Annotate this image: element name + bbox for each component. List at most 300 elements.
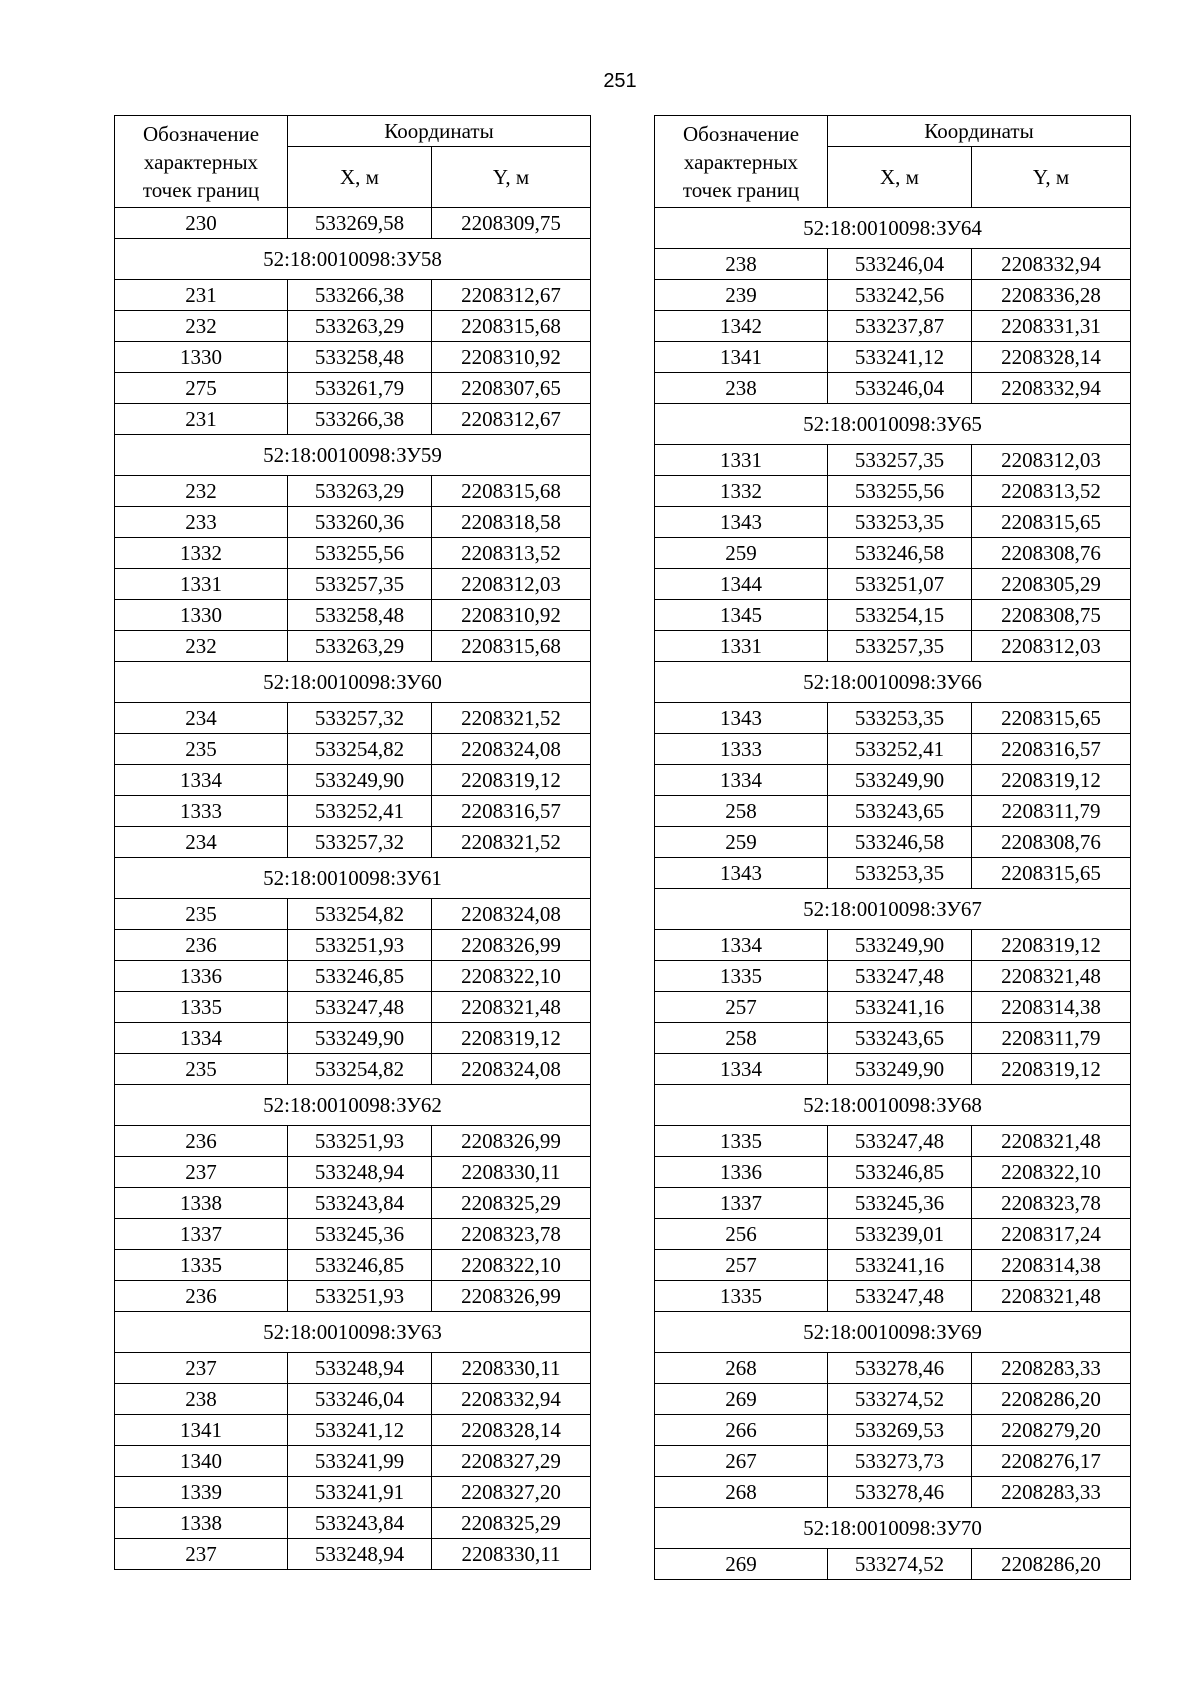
y-coordinate-cell: 2208286,20 <box>972 1384 1131 1415</box>
y-coordinate-cell: 2208312,03 <box>432 569 591 600</box>
y-coordinate-cell: 2208307,65 <box>432 373 591 404</box>
y-coordinate-cell: 2208321,48 <box>432 992 591 1023</box>
y-coordinate-cell: 2208331,31 <box>972 311 1131 342</box>
table-header <box>655 116 1131 208</box>
table-row <box>655 507 1131 538</box>
coordinates-header: Координаты <box>288 116 591 147</box>
table-row <box>655 373 1131 404</box>
y-coordinate-cell: 2208315,65 <box>972 507 1131 538</box>
x-coordinate-cell: 533257,35 <box>828 445 972 476</box>
table-row <box>655 631 1131 662</box>
x-coordinate-cell: 533263,29 <box>288 631 432 662</box>
table-row <box>115 1157 591 1188</box>
x-coordinate-cell: 533274,52 <box>828 1549 972 1580</box>
y-coordinate-cell: 2208319,12 <box>972 765 1131 796</box>
table-row <box>655 1281 1131 1312</box>
table-row <box>655 1219 1131 1250</box>
table-body <box>115 208 591 1570</box>
table-row <box>655 1126 1131 1157</box>
y-coordinate-cell: 2208314,38 <box>972 992 1131 1023</box>
y-coordinate-cell: 2208321,52 <box>432 703 591 734</box>
table-row <box>655 600 1131 631</box>
table-row <box>115 1281 591 1312</box>
x-coordinate-cell: 533246,04 <box>288 1384 432 1415</box>
x-coordinate-cell: 533242,56 <box>828 280 972 311</box>
y-coordinate-cell: 2208310,92 <box>432 600 591 631</box>
plot-heading-row <box>655 1312 1131 1353</box>
x-coordinate-cell: 533263,29 <box>288 311 432 342</box>
y-coordinate-cell: 2208330,11 <box>432 1157 591 1188</box>
y-coordinate-cell: 2208325,29 <box>432 1188 591 1219</box>
y-coordinate-cell: 2208322,10 <box>432 1250 591 1281</box>
x-coordinate-cell: 533278,46 <box>828 1477 972 1508</box>
x-coordinate-cell: 533248,94 <box>288 1353 432 1384</box>
x-coordinate-cell: 533257,35 <box>288 569 432 600</box>
point-id-cell: 258 <box>655 1023 828 1054</box>
point-id-cell: 1334 <box>655 765 828 796</box>
y-coordinate-cell: 2208314,38 <box>972 1250 1131 1281</box>
y-coordinate-cell: 2208318,58 <box>432 507 591 538</box>
y-coordinate-cell: 2208326,99 <box>432 930 591 961</box>
y-coordinate-cell: 2208336,28 <box>972 280 1131 311</box>
x-coordinate-cell: 533261,79 <box>288 373 432 404</box>
x-coordinate-cell: 533257,35 <box>828 631 972 662</box>
y-header: Y, м <box>972 147 1131 208</box>
x-coordinate-cell: 533245,36 <box>828 1188 972 1219</box>
plot-heading-row <box>655 1085 1131 1126</box>
point-id-cell: 232 <box>115 311 288 342</box>
y-coordinate-cell: 2208327,29 <box>432 1446 591 1477</box>
point-id-cell: 269 <box>655 1549 828 1580</box>
table-row <box>115 280 591 311</box>
x-coordinate-cell: 533246,04 <box>828 249 972 280</box>
table-row <box>655 930 1131 961</box>
plot-heading-row <box>115 239 591 280</box>
cadastral-number: 52:18:0010098:ЗУ68 <box>655 1085 1131 1126</box>
table-row <box>115 631 591 662</box>
x-coordinate-cell: 533253,35 <box>828 858 972 889</box>
point-id-cell: 1331 <box>655 445 828 476</box>
point-id-cell: 259 <box>655 827 828 858</box>
table-row <box>115 1023 591 1054</box>
cadastral-number: 52:18:0010098:ЗУ67 <box>655 889 1131 930</box>
table-row <box>115 1384 591 1415</box>
y-coordinate-cell: 2208315,68 <box>432 631 591 662</box>
y-coordinate-cell: 2208279,20 <box>972 1415 1131 1446</box>
table-row <box>655 445 1131 476</box>
point-id-cell: 1333 <box>115 796 288 827</box>
y-coordinate-cell: 2208330,11 <box>432 1353 591 1384</box>
y-coordinate-cell: 2208321,48 <box>972 1281 1131 1312</box>
table-row <box>115 1415 591 1446</box>
y-coordinate-cell: 2208325,29 <box>432 1508 591 1539</box>
y-coordinate-cell: 2208323,78 <box>432 1219 591 1250</box>
point-id-cell: 1339 <box>115 1477 288 1508</box>
table-row <box>655 796 1131 827</box>
cadastral-number: 52:18:0010098:ЗУ58 <box>115 239 591 280</box>
y-coordinate-cell: 2208324,08 <box>432 1054 591 1085</box>
point-id-cell: 237 <box>115 1539 288 1570</box>
x-coordinate-cell: 533274,52 <box>828 1384 972 1415</box>
table-row <box>115 342 591 373</box>
x-coordinate-cell: 533258,48 <box>288 342 432 373</box>
point-id-cell: 1341 <box>115 1415 288 1446</box>
point-id-cell: 258 <box>655 796 828 827</box>
x-coordinate-cell: 533249,90 <box>828 765 972 796</box>
point-id-cell: 1340 <box>115 1446 288 1477</box>
x-coordinate-cell: 533246,58 <box>828 538 972 569</box>
table-row <box>115 1188 591 1219</box>
table-row <box>655 1250 1131 1281</box>
x-coordinate-cell: 533241,12 <box>288 1415 432 1446</box>
y-coordinate-cell: 2208330,11 <box>432 1539 591 1570</box>
x-header: X, м <box>288 147 432 208</box>
y-coordinate-cell: 2208311,79 <box>972 1023 1131 1054</box>
point-id-cell: 1345 <box>655 600 828 631</box>
x-coordinate-cell: 533255,56 <box>288 538 432 569</box>
y-coordinate-cell: 2208308,76 <box>972 827 1131 858</box>
point-id-cell: 230 <box>115 208 288 239</box>
point-id-cell: 1331 <box>655 631 828 662</box>
y-coordinate-cell: 2208310,92 <box>432 342 591 373</box>
point-id-cell: 238 <box>115 1384 288 1415</box>
table-row <box>115 1477 591 1508</box>
cadastral-number: 52:18:0010098:ЗУ70 <box>655 1508 1131 1549</box>
x-coordinate-cell: 533247,48 <box>828 1126 972 1157</box>
x-coordinate-cell: 533241,99 <box>288 1446 432 1477</box>
x-coordinate-cell: 533258,48 <box>288 600 432 631</box>
table-row <box>115 703 591 734</box>
point-id-cell: 1335 <box>655 961 828 992</box>
table-row <box>655 249 1131 280</box>
table-row <box>115 373 591 404</box>
plot-heading-row <box>655 208 1131 249</box>
cadastral-number: 52:18:0010098:ЗУ62 <box>115 1085 591 1126</box>
table-row <box>115 930 591 961</box>
point-id-cell: 1334 <box>655 930 828 961</box>
plot-heading-row <box>655 1508 1131 1549</box>
x-coordinate-cell: 533245,36 <box>288 1219 432 1250</box>
x-coordinate-cell: 533252,41 <box>828 734 972 765</box>
table-row <box>115 311 591 342</box>
designation-header <box>655 116 828 208</box>
y-coordinate-cell: 2208315,68 <box>432 311 591 342</box>
x-coordinate-cell: 533269,53 <box>828 1415 972 1446</box>
table-row <box>115 404 591 435</box>
point-id-cell: 235 <box>115 899 288 930</box>
x-coordinate-cell: 533257,32 <box>288 703 432 734</box>
x-coordinate-cell: 533249,90 <box>288 1023 432 1054</box>
y-coordinate-cell: 2208319,12 <box>972 930 1131 961</box>
table-row <box>655 1023 1131 1054</box>
table-row <box>655 1353 1131 1384</box>
table-row <box>655 1477 1131 1508</box>
table-row <box>115 600 591 631</box>
x-coordinate-cell: 533260,36 <box>288 507 432 538</box>
point-id-cell: 275 <box>115 373 288 404</box>
table-row <box>655 569 1131 600</box>
y-coordinate-cell: 2208315,68 <box>432 476 591 507</box>
table-row <box>115 1508 591 1539</box>
y-coordinate-cell: 2208283,33 <box>972 1353 1131 1384</box>
x-coordinate-cell: 533257,32 <box>288 827 432 858</box>
point-id-cell: 1343 <box>655 703 828 734</box>
x-header: X, м <box>828 147 972 208</box>
x-coordinate-cell: 533254,15 <box>828 600 972 631</box>
table-row <box>115 992 591 1023</box>
point-id-cell: 231 <box>115 404 288 435</box>
point-id-cell: 237 <box>115 1353 288 1384</box>
table-row <box>655 992 1131 1023</box>
x-coordinate-cell: 533249,90 <box>288 765 432 796</box>
y-coordinate-cell: 2208315,65 <box>972 858 1131 889</box>
table-row <box>655 734 1131 765</box>
y-coordinate-cell: 2208321,52 <box>432 827 591 858</box>
table-row <box>655 1054 1131 1085</box>
y-coordinate-cell: 2208312,67 <box>432 280 591 311</box>
cadastral-number: 52:18:0010098:ЗУ65 <box>655 404 1131 445</box>
table-row <box>115 1126 591 1157</box>
point-id-cell: 1332 <box>655 476 828 507</box>
y-coordinate-cell: 2208309,75 <box>432 208 591 239</box>
point-id-cell: 234 <box>115 827 288 858</box>
table-row <box>115 538 591 569</box>
x-coordinate-cell: 533239,01 <box>828 1219 972 1250</box>
table-row <box>655 1549 1131 1580</box>
x-coordinate-cell: 533266,38 <box>288 280 432 311</box>
designation-header-line: характерных <box>683 149 799 174</box>
y-coordinate-cell: 2208308,76 <box>972 538 1131 569</box>
point-id-cell: 1343 <box>655 858 828 889</box>
table-row <box>655 765 1131 796</box>
designation-header-line: Обозначение <box>142 121 260 146</box>
y-coordinate-cell: 2208312,03 <box>972 445 1131 476</box>
y-coordinate-cell: 2208323,78 <box>972 1188 1131 1219</box>
y-coordinate-cell: 2208313,52 <box>972 476 1131 507</box>
table-row <box>115 899 591 930</box>
x-coordinate-cell: 533243,65 <box>828 1023 972 1054</box>
point-id-cell: 1331 <box>115 569 288 600</box>
y-coordinate-cell: 2208316,57 <box>972 734 1131 765</box>
point-id-cell: 268 <box>655 1353 828 1384</box>
table-row <box>115 1054 591 1085</box>
y-coordinate-cell: 2208332,94 <box>432 1384 591 1415</box>
cadastral-number: 52:18:0010098:ЗУ69 <box>655 1312 1131 1353</box>
x-coordinate-cell: 533246,04 <box>828 373 972 404</box>
x-coordinate-cell: 533278,46 <box>828 1353 972 1384</box>
point-id-cell: 268 <box>655 1477 828 1508</box>
table-row <box>115 796 591 827</box>
point-id-cell: 1333 <box>655 734 828 765</box>
y-coordinate-cell: 2208283,33 <box>972 1477 1131 1508</box>
x-coordinate-cell: 533251,07 <box>828 569 972 600</box>
table-row <box>115 507 591 538</box>
y-coordinate-cell: 2208315,65 <box>972 703 1131 734</box>
x-coordinate-cell: 533246,85 <box>288 961 432 992</box>
table-row <box>655 1415 1131 1446</box>
table-row <box>655 703 1131 734</box>
point-id-cell: 1330 <box>115 342 288 373</box>
y-coordinate-cell: 2208319,12 <box>432 1023 591 1054</box>
x-coordinate-cell: 533266,38 <box>288 404 432 435</box>
y-coordinate-cell: 2208321,48 <box>972 1126 1131 1157</box>
y-coordinate-cell: 2208311,79 <box>972 796 1131 827</box>
point-id-cell: 1336 <box>655 1157 828 1188</box>
x-coordinate-cell: 533253,35 <box>828 703 972 734</box>
x-coordinate-cell: 533263,29 <box>288 476 432 507</box>
x-coordinate-cell: 533241,16 <box>828 992 972 1023</box>
designation-header-line: Обозначение <box>682 121 800 146</box>
point-id-cell: 256 <box>655 1219 828 1250</box>
plot-heading-row <box>655 404 1131 445</box>
y-header: Y, м <box>432 147 591 208</box>
point-id-cell: 236 <box>115 1126 288 1157</box>
point-id-cell: 239 <box>655 280 828 311</box>
y-coordinate-cell: 2208324,08 <box>432 734 591 765</box>
x-coordinate-cell: 533247,48 <box>288 992 432 1023</box>
x-coordinate-cell: 533237,87 <box>828 311 972 342</box>
point-id-cell: 232 <box>115 476 288 507</box>
point-id-cell: 1341 <box>655 342 828 373</box>
point-id-cell: 1334 <box>115 765 288 796</box>
y-coordinate-cell: 2208276,17 <box>972 1446 1131 1477</box>
point-id-cell: 238 <box>655 249 828 280</box>
point-id-cell: 1338 <box>115 1188 288 1219</box>
plot-heading-row <box>115 435 591 476</box>
y-coordinate-cell: 2208305,29 <box>972 569 1131 600</box>
point-id-cell: 1335 <box>115 992 288 1023</box>
point-id-cell: 1336 <box>115 961 288 992</box>
x-coordinate-cell: 533247,48 <box>828 1281 972 1312</box>
x-coordinate-cell: 533251,93 <box>288 930 432 961</box>
point-id-cell: 1334 <box>655 1054 828 1085</box>
x-coordinate-cell: 533269,58 <box>288 208 432 239</box>
point-id-cell: 236 <box>115 930 288 961</box>
point-id-cell: 1337 <box>115 1219 288 1250</box>
x-coordinate-cell: 533255,56 <box>828 476 972 507</box>
x-coordinate-cell: 533248,94 <box>288 1157 432 1188</box>
y-coordinate-cell: 2208321,48 <box>972 961 1131 992</box>
y-coordinate-cell: 2208312,03 <box>972 631 1131 662</box>
table-row <box>115 1539 591 1570</box>
point-id-cell: 231 <box>115 280 288 311</box>
x-coordinate-cell: 533243,84 <box>288 1188 432 1219</box>
point-id-cell: 1334 <box>115 1023 288 1054</box>
plot-heading-row <box>655 662 1131 703</box>
cadastral-number: 52:18:0010098:ЗУ59 <box>115 435 591 476</box>
point-id-cell: 1330 <box>115 600 288 631</box>
y-coordinate-cell: 2208322,10 <box>972 1157 1131 1188</box>
table-row <box>655 476 1131 507</box>
point-id-cell: 1344 <box>655 569 828 600</box>
point-id-cell: 257 <box>655 1250 828 1281</box>
point-id-cell: 267 <box>655 1446 828 1477</box>
x-coordinate-cell: 533248,94 <box>288 1539 432 1570</box>
plot-heading-row <box>115 1312 591 1353</box>
x-coordinate-cell: 533249,90 <box>828 1054 972 1085</box>
point-id-cell: 1335 <box>115 1250 288 1281</box>
page-number: 251 <box>603 70 637 92</box>
x-coordinate-cell: 533254,82 <box>288 734 432 765</box>
table-row <box>115 734 591 765</box>
table-row <box>115 1250 591 1281</box>
y-coordinate-cell: 2208324,08 <box>432 899 591 930</box>
y-coordinate-cell: 2208326,99 <box>432 1126 591 1157</box>
table-row <box>115 827 591 858</box>
x-coordinate-cell: 533241,91 <box>288 1477 432 1508</box>
designation-header <box>115 116 288 208</box>
y-coordinate-cell: 2208313,52 <box>432 538 591 569</box>
cadastral-number: 52:18:0010098:ЗУ60 <box>115 662 591 703</box>
point-id-cell: 1337 <box>655 1188 828 1219</box>
table-row <box>115 1353 591 1384</box>
table-row <box>655 342 1131 373</box>
y-coordinate-cell: 2208316,57 <box>432 796 591 827</box>
point-id-cell: 269 <box>655 1384 828 1415</box>
x-coordinate-cell: 533249,90 <box>828 930 972 961</box>
table-row <box>115 1219 591 1250</box>
y-coordinate-cell: 2208332,94 <box>972 373 1131 404</box>
x-coordinate-cell: 533251,93 <box>288 1126 432 1157</box>
coordinates-table-left <box>114 115 591 1570</box>
x-coordinate-cell: 533243,65 <box>828 796 972 827</box>
table-row <box>655 1446 1131 1477</box>
y-coordinate-cell: 2208286,20 <box>972 1549 1131 1580</box>
y-coordinate-cell: 2208322,10 <box>432 961 591 992</box>
table-row <box>115 765 591 796</box>
point-id-cell: 237 <box>115 1157 288 1188</box>
table-row <box>655 1384 1131 1415</box>
cadastral-number: 52:18:0010098:ЗУ66 <box>655 662 1131 703</box>
point-id-cell: 266 <box>655 1415 828 1446</box>
y-coordinate-cell: 2208326,99 <box>432 1281 591 1312</box>
point-id-cell: 236 <box>115 1281 288 1312</box>
table-row <box>655 311 1131 342</box>
designation-header-line: точек границ <box>142 177 260 202</box>
y-coordinate-cell: 2208328,14 <box>432 1415 591 1446</box>
table-row <box>655 538 1131 569</box>
cadastral-number: 52:18:0010098:ЗУ63 <box>115 1312 591 1353</box>
y-coordinate-cell: 2208312,67 <box>432 404 591 435</box>
x-coordinate-cell: 533254,82 <box>288 899 432 930</box>
point-id-cell: 1335 <box>655 1281 828 1312</box>
x-coordinate-cell: 533247,48 <box>828 961 972 992</box>
point-id-cell: 235 <box>115 1054 288 1085</box>
x-coordinate-cell: 533246,58 <box>828 827 972 858</box>
point-id-cell: 1342 <box>655 311 828 342</box>
x-coordinate-cell: 533241,16 <box>828 1250 972 1281</box>
table-row <box>655 961 1131 992</box>
point-id-cell: 238 <box>655 373 828 404</box>
table-row <box>115 476 591 507</box>
designation-header-line: точек границ <box>682 177 800 202</box>
y-coordinate-cell: 2208317,24 <box>972 1219 1131 1250</box>
plot-heading-row <box>115 1085 591 1126</box>
table-body <box>655 208 1131 1580</box>
point-id-cell: 257 <box>655 992 828 1023</box>
x-coordinate-cell: 533253,35 <box>828 507 972 538</box>
x-coordinate-cell: 533273,73 <box>828 1446 972 1477</box>
x-coordinate-cell: 533243,84 <box>288 1508 432 1539</box>
designation-header-line: характерных <box>143 149 259 174</box>
coordinates-header: Координаты <box>828 116 1131 147</box>
point-id-cell: 233 <box>115 507 288 538</box>
table-row <box>655 827 1131 858</box>
plot-heading-row <box>655 889 1131 930</box>
point-id-cell: 235 <box>115 734 288 765</box>
table-row <box>115 208 591 239</box>
x-coordinate-cell: 533252,41 <box>288 796 432 827</box>
